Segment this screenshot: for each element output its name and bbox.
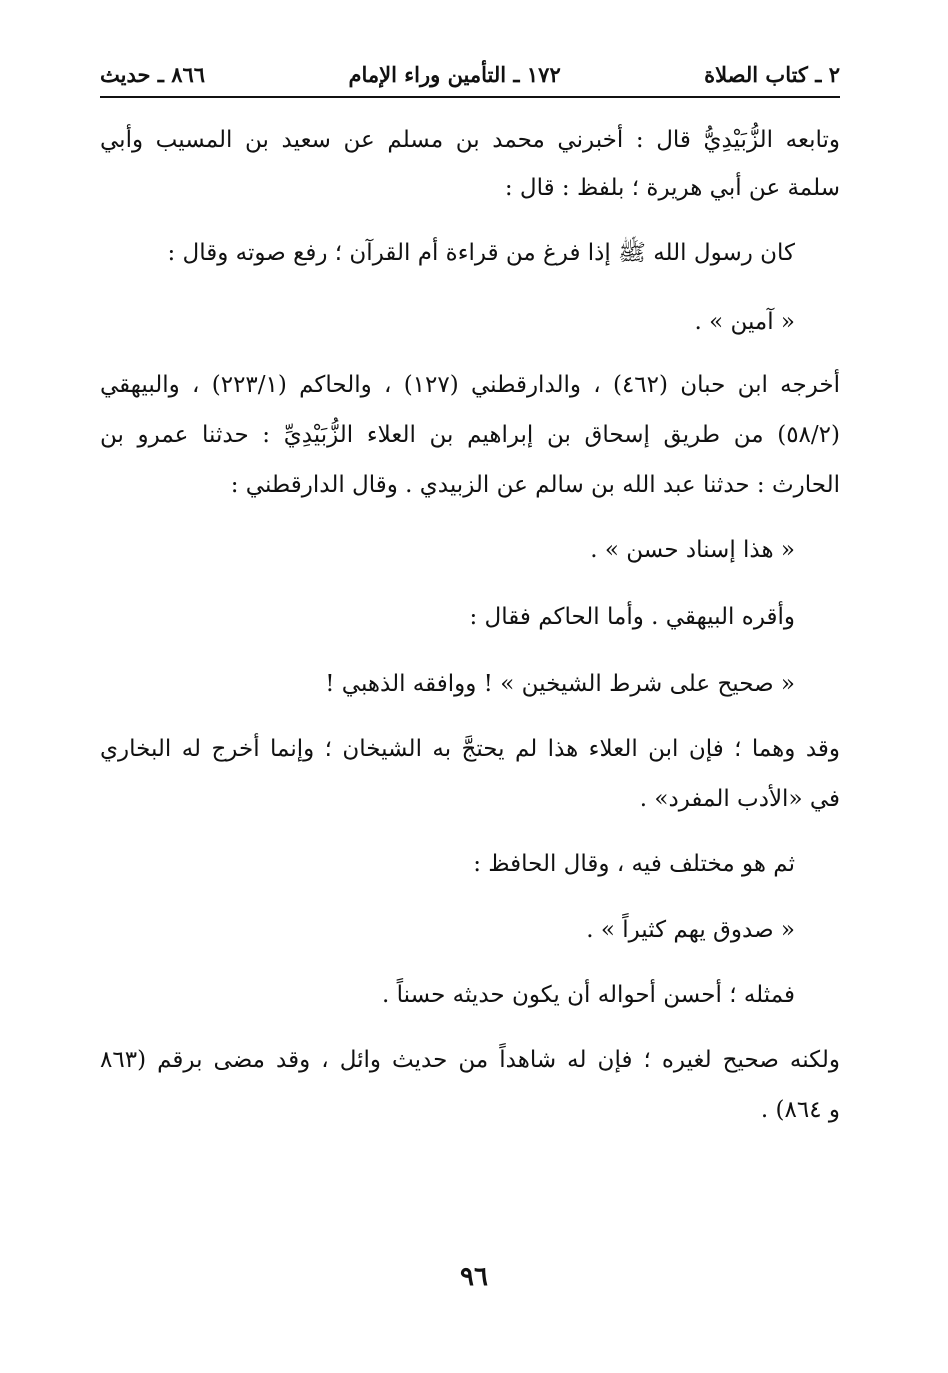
text-line: و ٨٦٤) . <box>760 1097 840 1123</box>
running-header <box>100 58 840 90</box>
text-line: وأقره البيهقي . وأما الحاكم فقال : <box>469 604 795 630</box>
text-line: وتابعه الزُّبَيْدِيُّ قال : أخبرني محمد بن مسلم عن سعيد بن المسيب وأبي <box>100 127 840 153</box>
text-line: أخرجه ابن حبان (٤٦٢) ، والدارقطني (١٢٧) ، والحاكم (٢٢٣/١) ، والبيهقي <box>100 372 840 398</box>
header-chapter-title: ١٧٢ ـ التأمين وراء الإمام <box>348 61 561 87</box>
text-line: « آمين » . <box>694 309 795 335</box>
header-hadith-number: ٨٦٦ ـ حديث <box>100 61 206 87</box>
text-line: « صدوق يهم كثيراً » . <box>586 917 795 943</box>
text-line: (٥٨/٢) من طريق إسحاق بن إبراهيم بن العلاء الزُّبَيْدِيِّ : حدثنا عمرو بن <box>100 422 840 448</box>
text-line: ثم هو مختلف فيه ، وقال الحافظ : <box>473 851 795 877</box>
page-number: ٩٦ <box>460 1262 488 1292</box>
header-divider <box>100 96 840 98</box>
text-line: « صحيح على شرط الشيخين » ! ووافقه الذهبي ! <box>325 671 795 697</box>
text-line: كان رسول الله ﷺ إذا فرغ من قراءة أم القرآن ؛ رفع صوته وقال : <box>167 240 795 266</box>
text-line: وقد وهما ؛ فإن ابن العلاء هذا لم يحتجَّ به الشيخان ؛ وإنما أخرج له البخاري <box>100 736 840 762</box>
text-line: الحارث : حدثنا عبد الله بن سالم عن الزبيدي . وقال الدارقطني : <box>230 472 840 498</box>
header-book-title: ٢ ـ كتاب الصلاة <box>704 61 840 87</box>
text-line: سلمة عن أبي هريرة ؛ بلفظ : قال : <box>504 175 840 201</box>
text-line: فمثله ؛ أحسن أحواله أن يكون حديثه حسناً . <box>382 982 795 1008</box>
text-line: ولكنه صحيح لغيره ؛ فإن له شاهداً من حديث وائل ، وقد مضى برقم (٨٦٣ <box>100 1047 840 1073</box>
text-line: في «الأدب المفرد» . <box>639 786 840 812</box>
text-line: « هذا إسناد حسن » . <box>590 537 795 563</box>
